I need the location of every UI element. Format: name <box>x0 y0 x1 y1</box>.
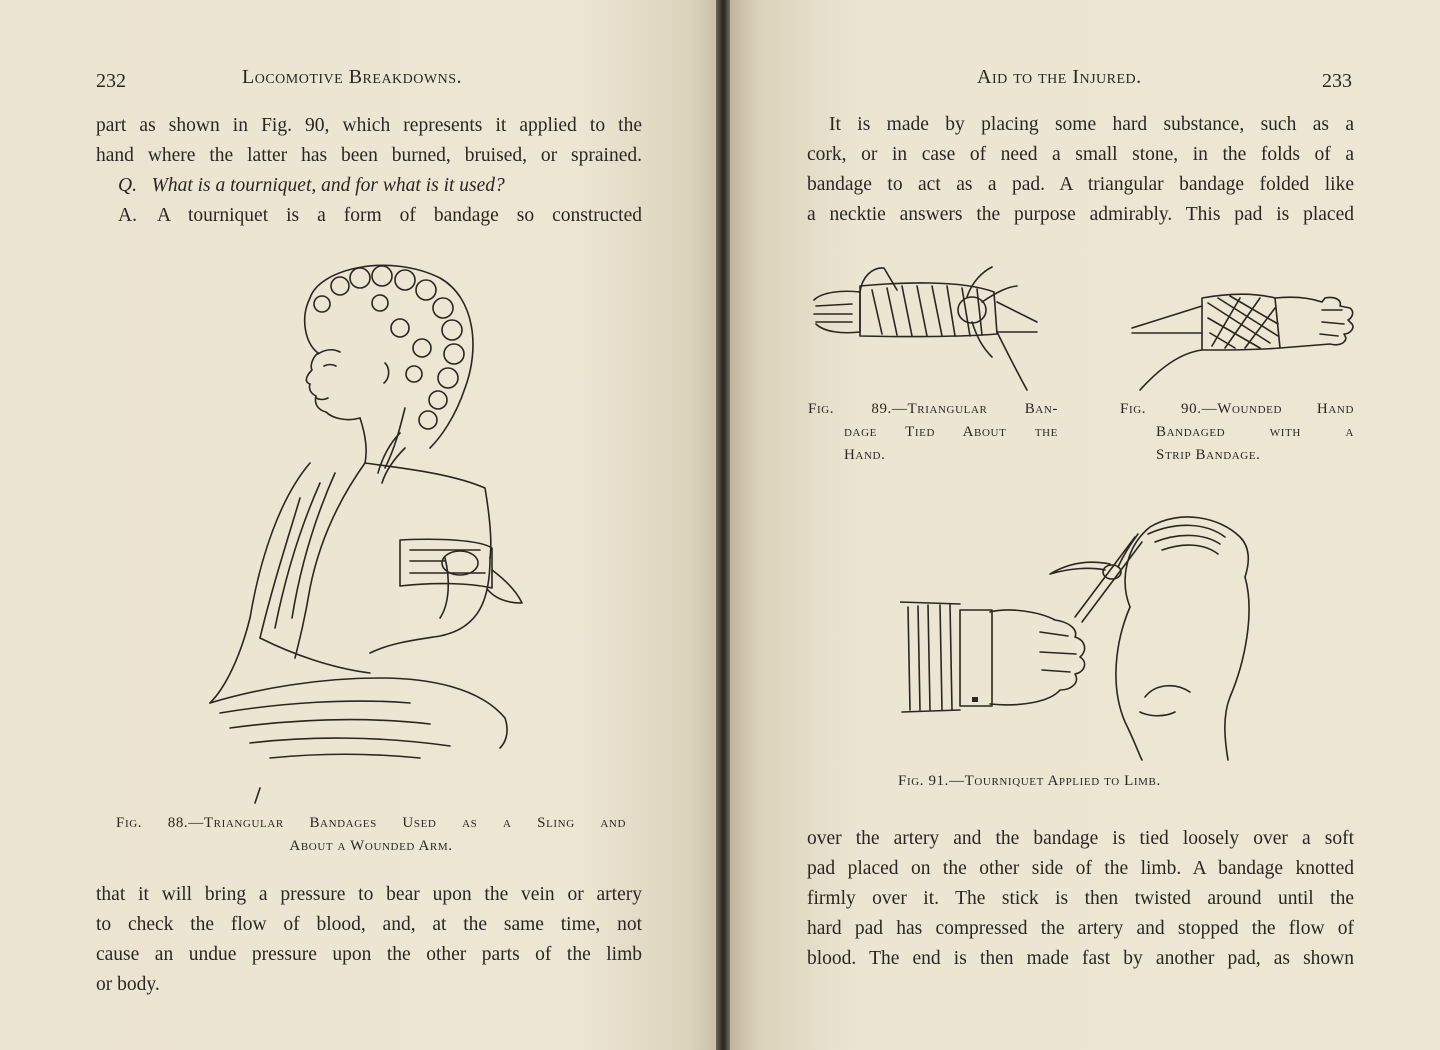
woman-with-sling-illustration <box>200 258 530 808</box>
text-line: cork, or in case of need a small stone, in the folds of a <box>807 144 1354 165</box>
text-line: It is made by placing some hard substance, such as a <box>829 114 1354 135</box>
right-page <box>730 0 1440 1050</box>
figure-88-caption-line2: About a Wounded Arm. <box>289 838 453 854</box>
question-label: Q. <box>118 175 137 196</box>
question-text: What is a tourniquet, and for what is it used? <box>151 175 505 196</box>
caption-line: Strip Bandage. <box>1156 447 1261 463</box>
left-page <box>0 0 718 1050</box>
bandaged-hand-illustration <box>812 262 1042 394</box>
text-line: to check the flow of blood, and, at the same time, not <box>96 914 642 935</box>
text-line: part as shown in Fig. 90, which represents it applied to the <box>96 115 642 136</box>
figure-88-caption-line1: Fig. 88.—Triangular Bandages Used as a Sling and <box>116 815 626 831</box>
text-line: bandage to act as a pad. A triangular bandage folded like <box>807 174 1354 195</box>
right-bottom-paragraph <box>807 824 1354 974</box>
page-number-left: 232 <box>96 70 126 92</box>
caption-line: Hand. <box>844 447 886 463</box>
figure-90-caption <box>1120 398 1354 467</box>
left-top-paragraph <box>96 111 642 171</box>
figure-91-caption: Fig. 91.—Tourniquet Applied to Limb. <box>898 773 1161 789</box>
answer-line <box>118 201 642 231</box>
text-line: hard pad has compressed the artery and stopped the flow of <box>807 918 1354 939</box>
text-line: hand where the latter has been burned, bruised, or sprained. <box>96 145 642 166</box>
answer-text: A tourniquet is a form of bandage so constructed <box>156 205 642 226</box>
strip-bandaged-hand-illustration <box>1130 288 1355 396</box>
caption-line: Fig. 90.—Wounded Hand <box>1120 401 1354 417</box>
text-line: pad placed on the other side of the limb. A bandage knotted <box>807 858 1354 879</box>
tourniquet-on-limb-illustration <box>900 512 1270 762</box>
text-line: that it will bring a pressure to bear upon the vein or artery <box>96 884 642 905</box>
left-bottom-paragraph <box>96 880 642 1000</box>
running-head-right: Aid to the Injured. <box>977 66 1142 88</box>
caption-line: Fig. 89.—Triangular Ban- <box>808 401 1058 417</box>
text-line: cause an undue pressure upon the other parts of the limb <box>96 944 642 965</box>
text-line: or body. <box>96 974 160 995</box>
question-line <box>118 171 642 201</box>
page-number-right: 233 <box>1322 70 1352 92</box>
right-top-paragraph <box>807 110 1354 230</box>
text-line: blood. The end is then made fast by another pad, as shown <box>807 948 1354 969</box>
figure-89-caption <box>808 398 1058 467</box>
answer-label: A. <box>118 205 137 226</box>
caption-line: Bandaged with a <box>1156 424 1354 440</box>
text-line: firmly over it. The stick is then twisted around until the <box>807 888 1354 909</box>
running-head-left: Locomotive Breakdowns. <box>242 66 462 88</box>
text-line: a necktie answers the purpose admirably. This pad is placed <box>807 204 1354 225</box>
caption-line: dage Tied About the <box>844 424 1058 440</box>
text-line: over the artery and the bandage is tied loosely over a soft <box>807 828 1354 849</box>
